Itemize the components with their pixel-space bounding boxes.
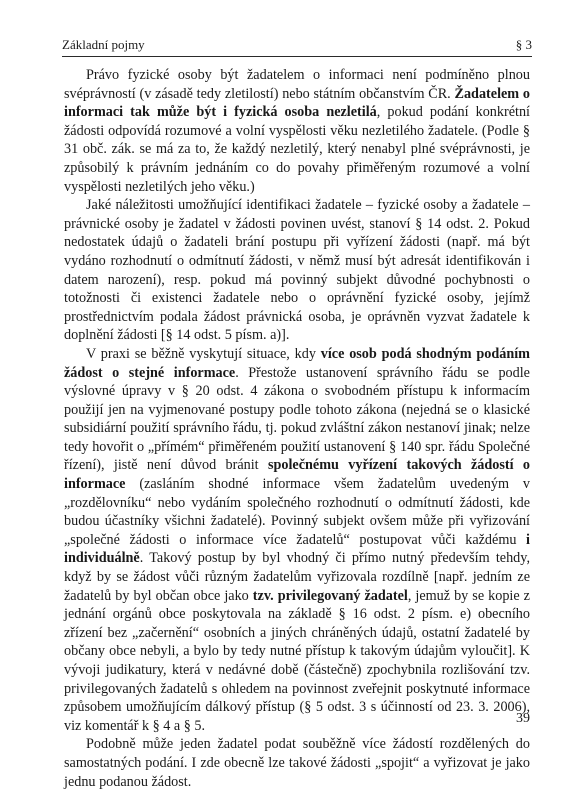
emphasis-text: více osob podá shodným podáním žádost o stejné informace <box>64 345 531 381</box>
running-header <box>62 36 532 57</box>
body-text <box>64 66 530 791</box>
page-number: 39 <box>516 711 530 726</box>
text-run: V praxi se běžně vyskytují situace, kdy <box>86 345 321 362</box>
emphasis-text: Žadatelem o informaci tak může být i fyzická osoba nezletilá <box>64 85 530 121</box>
text-run: , pokud podání konkrétní žádosti odpovídá rozumové a volní vyspělosti věku nezletilého žadatele. (Podle § 31 obč. zák. se má za to, že každý nezletilý, který nenabyl plné svéprávnosti, je způsobilý k právním jednáním co do povahy přiměřeným rozumové a volní vyspělosti nezletilých jeho věku.) <box>64 104 530 195</box>
section-number: § 3 <box>515 37 532 52</box>
text-run: Podobně může jeden žadatel podat souběžně více žádostí rozdělených do samostatných podání. I zde obecně lze takové žádosti „spojit“ a vyřizovat je jako jednu podanou žádost. <box>64 736 530 790</box>
emphasis-text: společnému vyřízení takových žádostí o informace <box>64 457 531 493</box>
paragraph <box>64 735 530 791</box>
paragraph <box>64 345 530 735</box>
emphasis-text: tzv. privilegovaný žadatel <box>252 587 408 604</box>
text-run: Jaké náležitosti umožňující identifikaci žadatele – fyzické osoby a žadatele – právnické osoby je žadatel v žádosti povinen uvést, stanoví § 14 odst. 2. Pokud nedostatek údajů o žadateli brání postupu při vyřízení žádosti (např. má být vydáno rozhodnutí o odmítnutí žádosti, v němž musí být adresát identifikován i datem narození), resp. pokud má povinný subjekt důvodné pochybnosti o totožnosti či existenci žadatele nebo o oprávnění fyzické osoby, jejímž prostřednictvím podala žádost právnická osoba, je oprávněn vyzvat žadatele k doplnění žádosti [§ 14 odst. 5 písm. a)]. <box>64 197 530 344</box>
text-run: . Přestože ustanovení správního řádu se podle výslovné úpravy v § 20 odst. 4 zákona o svobodném přístupu k informacím použijí jen na vyjmenované postupy podle tohoto zákona (nejedná se o klasické subsidiární použití správního řádu, tj. pokud zvláštní zákon nestanoví jinak; nelze tedy hovořit o „přímém“ přiměřeném použití ustanovení § 140 spr. řádu Společné řízení), jistě není důvod bránit <box>64 364 530 474</box>
paragraph <box>64 196 530 345</box>
emphasis-text: i individuálně <box>64 531 530 567</box>
text-run: . Takový postup by byl vhodný či přímo nutný především tehdy, když by se žádost vůči různým žadatelům vyřizovala rozdílně [např. jedním ze žadatelů by byl občan obce jako <box>64 550 530 604</box>
text-run: Právo fyzické osoby být žadatelem o informaci není podmíněno plnou svéprávností (v zásadě tedy zletilostí) nebo státním občanstvím ČR. <box>64 67 530 102</box>
text-run: (zasláním shodné informace všem žadatelům uvedeným v „rozdělovníku“ nebo vydáním společného rozhodnutí o odmítnutí žádosti, kde budou účastníky všichni žadatelé). Povinný subjekt ovšem může při vyřizování „společné žádosti o informace více žadatelů“ postupovat vůči každému <box>64 476 530 548</box>
paragraph <box>64 66 530 196</box>
chapter-title: Základní pojmy <box>62 37 145 52</box>
text-run: , jemuž by se kopie z jednání orgánů obce poskytovala na základě § 16 odst. 2 písm. e) obecního zřízení bez „začernění“ osobních a jiných chráněných údajů, ostatní žadatelé by občany obce nebyli, a bylo by tedy nutné přístup k takovým údajům vyloučit]. K vývoji judikatury, která v nedávné době (částečně) zpochybnila rozlišování tzv. privilegovaných žadatelů s ohledem na povinnost zveřejnit poskytnuté informace způsobem umožňujícím dálkový přístup (§ 5 odst. 3 s účinností od 23. 3. 2006), viz komentář k § 4 a § 5. <box>64 587 530 734</box>
